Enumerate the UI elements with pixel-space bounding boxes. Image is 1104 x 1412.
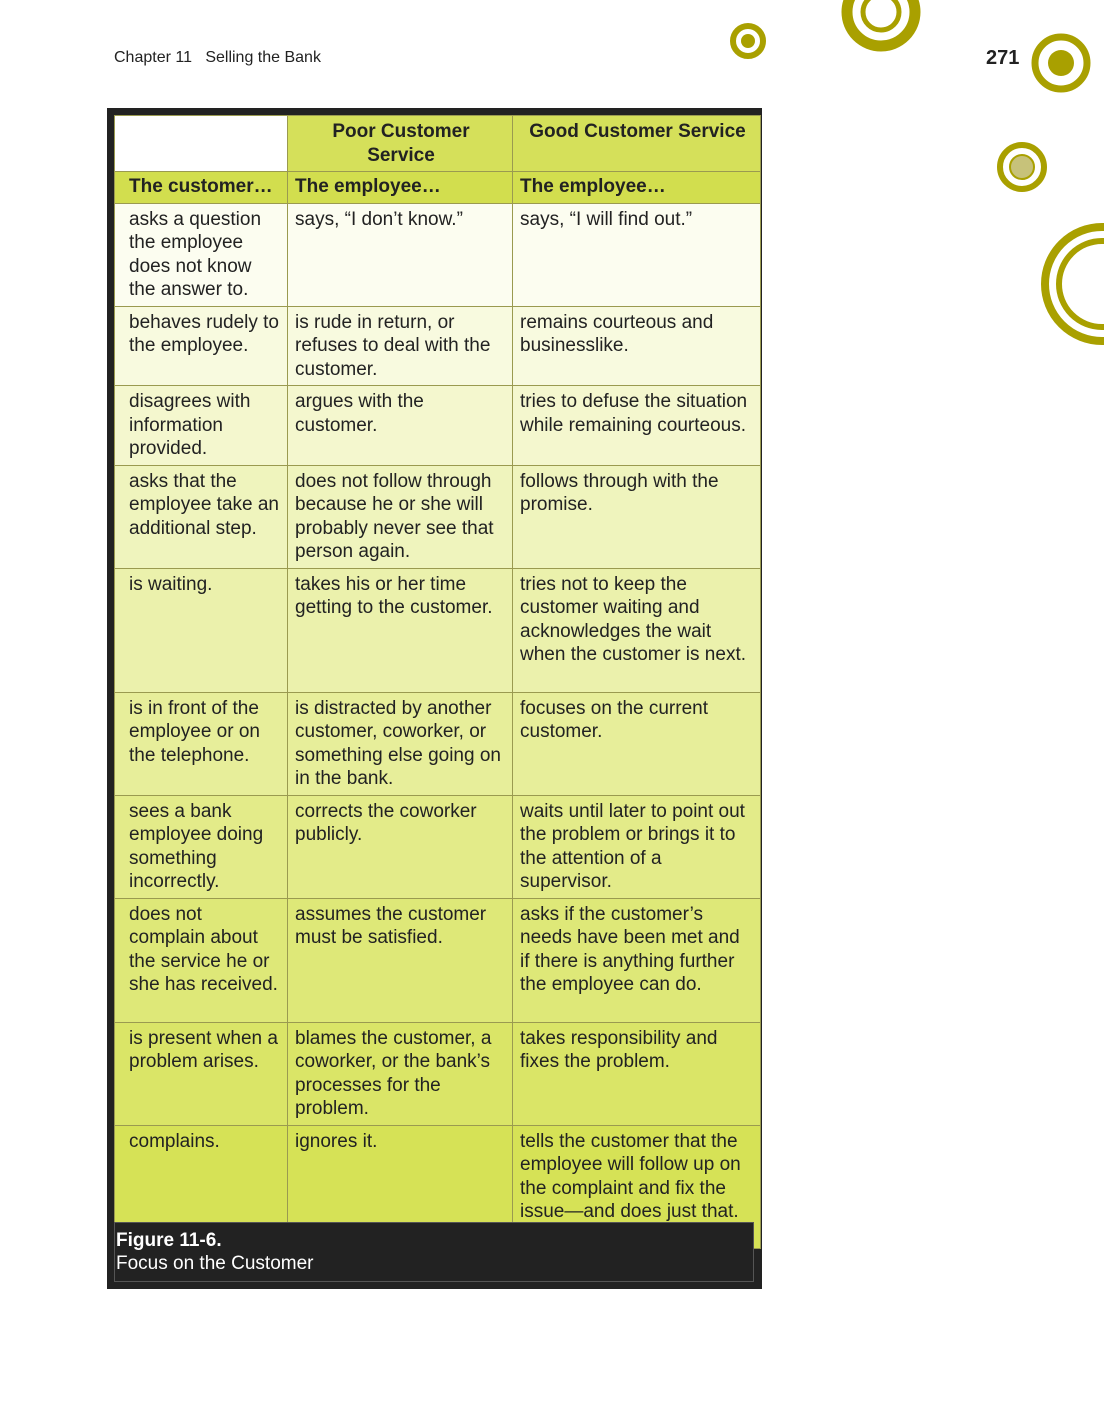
poor-service-cell: argues with the customer.: [288, 386, 513, 466]
table-row: [115, 795, 761, 898]
customer-cell: behaves rudely to the employee.: [115, 306, 288, 386]
customer-cell: is present when a problem arises.: [115, 1022, 288, 1125]
table-row: [115, 1022, 761, 1125]
poor-service-cell: says, “I don’t know.”: [288, 203, 513, 306]
figure-frame: [107, 108, 762, 1289]
header-blank-cell: [115, 116, 288, 172]
good-service-cell: remains courteous and businesslike.: [513, 306, 761, 386]
customer-cell: asks that the employee take an additional step.: [115, 465, 288, 568]
good-service-cell: focuses on the current customer.: [513, 692, 761, 795]
page-number: 271: [986, 47, 1020, 69]
circle-ring-top: [847, 0, 915, 46]
good-service-cell: tells the customer that the employee will follow up on the complaint and fix the issue—and does just that.: [513, 1125, 761, 1248]
table-row: [115, 306, 761, 386]
customer-cell: is in front of the employee or on the telephone.: [115, 692, 288, 795]
figure-caption-text: Focus on the Customer: [116, 1253, 314, 1274]
customer-service-table: [114, 115, 761, 1249]
running-head: Chapter 11 Selling the Bank: [114, 49, 321, 66]
customer-cell: asks a question the employee does not know the answer to.: [115, 203, 288, 306]
table-row: [115, 692, 761, 795]
poor-service-cell: does not follow through because he or she will probably never see that person again.: [288, 465, 513, 568]
customer-cell: sees a bank employee doing something incorrectly.: [115, 795, 288, 898]
poor-service-cell: ignores it.: [288, 1125, 513, 1248]
good-service-cell: waits until later to point out the problem or brings it to the attention of a supervisor.: [513, 795, 761, 898]
poor-service-cell: takes his or her time getting to the customer.: [288, 568, 513, 692]
poor-service-cell: corrects the coworker publicly.: [288, 795, 513, 898]
subheader-employee-poor: The employee…: [288, 172, 513, 204]
figure-caption: [114, 1222, 754, 1282]
good-service-cell: asks if the customer’s needs have been met and if there is anything further the employee can do.: [513, 898, 761, 1022]
customer-cell: disagrees with information provided.: [115, 386, 288, 466]
good-service-cell: says, “I will find out.”: [513, 203, 761, 306]
poor-service-cell: is distracted by another customer, coworker, or something else going on in the bank.: [288, 692, 513, 795]
subheader-employee-good: The employee…: [513, 172, 761, 204]
customer-cell: does not complain about the service he or she has received.: [115, 898, 288, 1022]
table-row: [115, 465, 761, 568]
table-subheader-row: [115, 172, 761, 204]
good-service-cell: tries to defuse the situation while remaining courteous.: [513, 386, 761, 466]
customer-cell: complains.: [115, 1125, 288, 1248]
poor-service-cell: is rude in return, or refuses to deal with the customer.: [288, 306, 513, 386]
table-row: [115, 386, 761, 466]
good-service-cell: takes responsibility and fixes the problem.: [513, 1022, 761, 1125]
table-row: [115, 203, 761, 306]
circle-target-right: [1035, 37, 1087, 89]
customer-cell: is waiting.: [115, 568, 288, 692]
figure-caption-title: Figure 11-6.: [116, 1230, 222, 1251]
table-row: [115, 898, 761, 1022]
good-service-cell: follows through with the promise.: [513, 465, 761, 568]
header-poor-service: Poor Customer Service: [288, 116, 513, 172]
table-row: [115, 568, 761, 692]
poor-service-cell: assumes the customer must be satisfied.: [288, 898, 513, 1022]
header-good-service: Good Customer Service: [513, 116, 761, 172]
good-service-cell: tries not to keep the customer waiting and acknowledges the wait when the customer is next.: [513, 568, 761, 692]
circle-small-top: [733, 26, 763, 56]
table-header-row: [115, 116, 761, 172]
poor-service-cell: blames the customer, a coworker, or the bank’s processes for the problem.: [288, 1022, 513, 1125]
subheader-customer: The customer…: [115, 172, 288, 204]
circle-large-right: [1045, 227, 1104, 341]
circle-pale-right: [1000, 145, 1044, 189]
